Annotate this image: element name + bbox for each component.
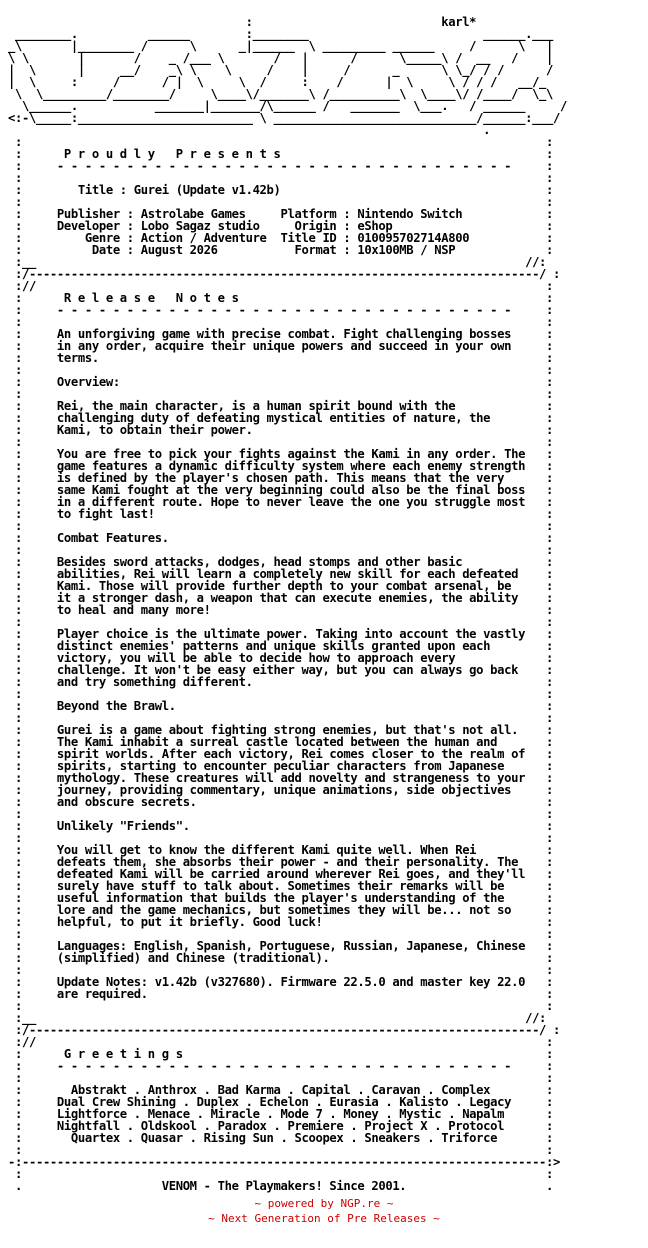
spacer: : : — [14, 1143, 554, 1157]
release-notes-line: : : — [14, 687, 554, 701]
release-notes-line: : Besides sword attacks, dodges, head stomps and other basic : — [14, 555, 554, 569]
release-notes-line: : Beyond the Brawl. : — [14, 699, 554, 713]
release-notes-line: : Kami. Those will provide further depth to your combat arsenal, be : — [14, 579, 554, 593]
release-notes-line: : : — [14, 927, 554, 941]
release-notes-line: : Update Notes: v1.42b (v327680). Firmware 22.5.0 and master key 22.0 : — [14, 975, 554, 989]
release-notes-line: : Kami, to obtain their power. : — [14, 423, 554, 437]
release-notes-line: : surely have stuff to talk about. Sometimes their remarks will be : — [14, 879, 554, 893]
release-title: : Title : Gurei (Update v1.42b) : — [14, 183, 554, 197]
section-underline: : - - - - - - - - - - - - - - - - - - - - - - - - - - - - - - - - - : — [14, 159, 554, 173]
release-notes-line: : journey, providing commentary, unique animations, side objectives : — [14, 783, 554, 797]
release-notes-line: : mythology. These creatures will add novelty and strangeness to your : — [14, 771, 554, 785]
spacer: : : — [14, 1167, 554, 1181]
release-notes-line: : You will get to know the different Kami quite well. When Rei : — [14, 843, 554, 857]
spacer: : : — [14, 195, 554, 209]
ascii-logo-art: | \ | __/ _\ \ \ / | / _ \ \_/ / / / — [8, 63, 554, 77]
divider-top: :__ //: — [14, 1011, 547, 1025]
greetings-line: : Lightforce . Menace . Miracle . Mode 7 . Money . Mystic . Napalm : — [14, 1107, 554, 1121]
release-notes-line: : Player choice is the ultimate power. Taking into account the vastly : — [14, 627, 554, 641]
release-notes-line: : You are free to pick your fights against the Kami in any order. The : — [14, 447, 554, 461]
release-notes-line: : challenging duty of defeating mystical entities of nature, the : — [14, 411, 554, 425]
ascii-logo-art: \ \_________/________/ \____\/_______\ /__________\ \____\/ /____/ \_\ — [14, 87, 554, 101]
section-heading: : P r o u d l y P r e s e n t s : — [14, 147, 554, 161]
greetings-line: : Quartex . Quasar . Rising Sun . Scoopex . Sneakers . Triforce : — [14, 1131, 554, 1145]
release-notes-line: : : — [14, 543, 554, 557]
greetings-line: : Abstrakt . Anthrox . Bad Karma . Capital . Caravan . Complex : — [14, 1083, 554, 1097]
release-notes-line: : abilities, Rei will learn a completely new skill for each defeated : — [14, 567, 554, 581]
release-notes-line: : Languages: English, Spanish, Portuguese, Russian, Japanese, Chinese : — [14, 939, 554, 953]
release-notes-line: : Gurei is a game about fighting strong enemies, but that's not all. : — [14, 723, 554, 737]
spacer: : : — [14, 171, 554, 185]
slogan-text: ~ Next Generation of Pre Releases ~ — [208, 1212, 440, 1225]
divider-bottom: :// : — [14, 279, 554, 293]
spacer: : : — [14, 315, 554, 329]
ascii-logo-art: : karl* — [245, 15, 477, 29]
ascii-logo-art: . — [483, 123, 491, 137]
release-notes-line: : spirits, starting to encounter peculiar characters from Japanese : — [14, 759, 554, 773]
release-notes-line: : : — [14, 387, 554, 401]
release-notes-line: : : — [14, 363, 554, 377]
release-info-row: : Genre : Action / Adventure Title ID : 010095702714A800 : — [14, 231, 554, 245]
spacer: : : — [14, 999, 554, 1013]
greetings-line: : Dual Crew Shining . Duplex . Echelon . Eurasia . Kalisto . Legacy : — [14, 1095, 554, 1109]
release-notes-line: : terms. : — [14, 351, 554, 365]
section-underline: : - - - - - - - - - - - - - - - - - - - - - - - - - - - - - - - - - : — [14, 1059, 554, 1073]
divider-bottom: :// : — [14, 1035, 554, 1049]
release-notes-line: : defeated Kami will be carried around wherever Rei goes, and they'll : — [14, 867, 554, 881]
divider: :/-------------------------------------------------------------------------/ : — [14, 267, 561, 281]
release-notes-line: : are required. : — [14, 987, 554, 1001]
closing-rule: -:---------------------------------------------------------------------------:> — [8, 1155, 561, 1169]
section-heading: : R e l e a s e N o t e s : — [14, 291, 554, 305]
release-notes-line: : in a different route. Hope to never leave the one you struggle most : — [14, 495, 554, 509]
release-notes-line: : The Kami inhabit a surreal castle located between the human and : — [14, 735, 554, 749]
release-notes-line: : Unlikely "Friends". : — [14, 819, 554, 833]
release-notes-line: : helpful, to put it briefly. Good luck! : — [14, 915, 554, 929]
nfo-text — [8, 16, 567, 1192]
ascii-logo-art: | \ : / / | \ \ / : / | \ \ / / / __/_ — [8, 75, 547, 89]
divider: :/-------------------------------------------------------------------------/ : — [14, 1023, 561, 1037]
release-notes-line: : to heal and many more! : — [14, 603, 554, 617]
release-notes-line: : : — [14, 615, 554, 629]
greetings-line: : Nightfall . Oldskool . Paradox . Premiere . Project X . Protocol : — [14, 1119, 554, 1133]
divider-top: :__ //: — [14, 255, 547, 269]
release-notes-line: : (simplified) and Chinese (traditional). : — [14, 951, 554, 965]
release-notes-line: : it a stronger dash, a weapon that can execute enemies, the ability : — [14, 591, 554, 605]
ascii-logo-art: _\ |________ / \ _|______ \ _________ ______ / \ | — [8, 39, 554, 53]
release-info-row: : Date : August 2026 Format : 10x100MB / NSP : — [14, 243, 554, 257]
release-notes-line: : : — [14, 519, 554, 533]
ascii-logo-art: <:-\_____:_________________________ \ _____________________________/______:___/ — [8, 111, 561, 125]
release-notes-line: : in any order, acquire their unique powers and succeed in your own : — [14, 339, 554, 353]
ascii-logo-art: \______. _______|_______/\______ / _______ \___. / ______ / — [21, 99, 568, 113]
release-info-row: : Publisher : Astrolabe Games Platform : Nintendo Switch : — [14, 207, 554, 221]
release-notes-line: : Combat Features. : — [14, 531, 554, 545]
release-info-row: : Developer : Lobo Sagaz studio Origin : eShop : — [14, 219, 554, 233]
release-notes-line: : and try something different. : — [14, 675, 554, 689]
release-notes-line: : to fight last! : — [14, 507, 554, 521]
release-notes-line: : : — [14, 711, 554, 725]
release-notes-line: : defeats them, she absorbs their power - and their personality. The : — [14, 855, 554, 869]
ascii-logo-art: \ \ | / _ /___ \ / | / \_____\ / __ / | — [8, 51, 554, 65]
spacer: : : — [14, 135, 554, 149]
release-notes-line: : : — [14, 963, 554, 977]
release-notes-line: : is defined by the player's chosen path. This means that the very : — [14, 471, 554, 485]
release-notes-line: : Overview: : — [14, 375, 554, 389]
release-notes-line: : challenge. It won't be easy either way, but you can always go back : — [14, 663, 554, 677]
release-notes-line: : game features a dynamic difficulty system where each enemy strength : — [14, 459, 554, 473]
spacer: : : — [14, 1071, 554, 1085]
ascii-logo-art: ________. ______ :________ ______.___ — [14, 27, 554, 41]
tagline: . VENOM - The Playmakers! Since 2001. . — [14, 1179, 554, 1193]
release-notes-line: : useful information that builds the player's understanding of the : — [14, 891, 554, 905]
section-heading: : G r e e t i n g s : — [14, 1047, 554, 1061]
section-underline: : - - - - - - - - - - - - - - - - - - - - - - - - - - - - - - - - - : — [14, 303, 554, 317]
release-notes-line: : victory, you will be able to decide how to approach every : — [14, 651, 554, 665]
release-notes-line: : lore and the game mechanics, but sometimes they will be... not so : — [14, 903, 554, 917]
release-notes-line: : spirit worlds. After each victory, Rei comes closer to the realm of : — [14, 747, 554, 761]
release-notes-line: : distinct enemies' patterns and unique skills granted upon each : — [14, 639, 554, 653]
release-notes-line: : : — [14, 831, 554, 845]
release-notes-line: : same Kami fought at the very beginning could also be the final boss : — [14, 483, 554, 497]
release-notes-line: : An unforgiving game with precise combat. Fight challenging bosses : — [14, 327, 554, 341]
release-notes-line: : and obscure secrets. : — [14, 795, 554, 809]
powered-by-text: ~ powered by NGP.re ~ — [254, 1197, 394, 1210]
release-notes-line: : : — [14, 435, 554, 449]
release-notes-line: : : — [14, 807, 554, 821]
release-notes-line: : Rei, the main character, is a human spirit bound with the : — [14, 399, 554, 413]
